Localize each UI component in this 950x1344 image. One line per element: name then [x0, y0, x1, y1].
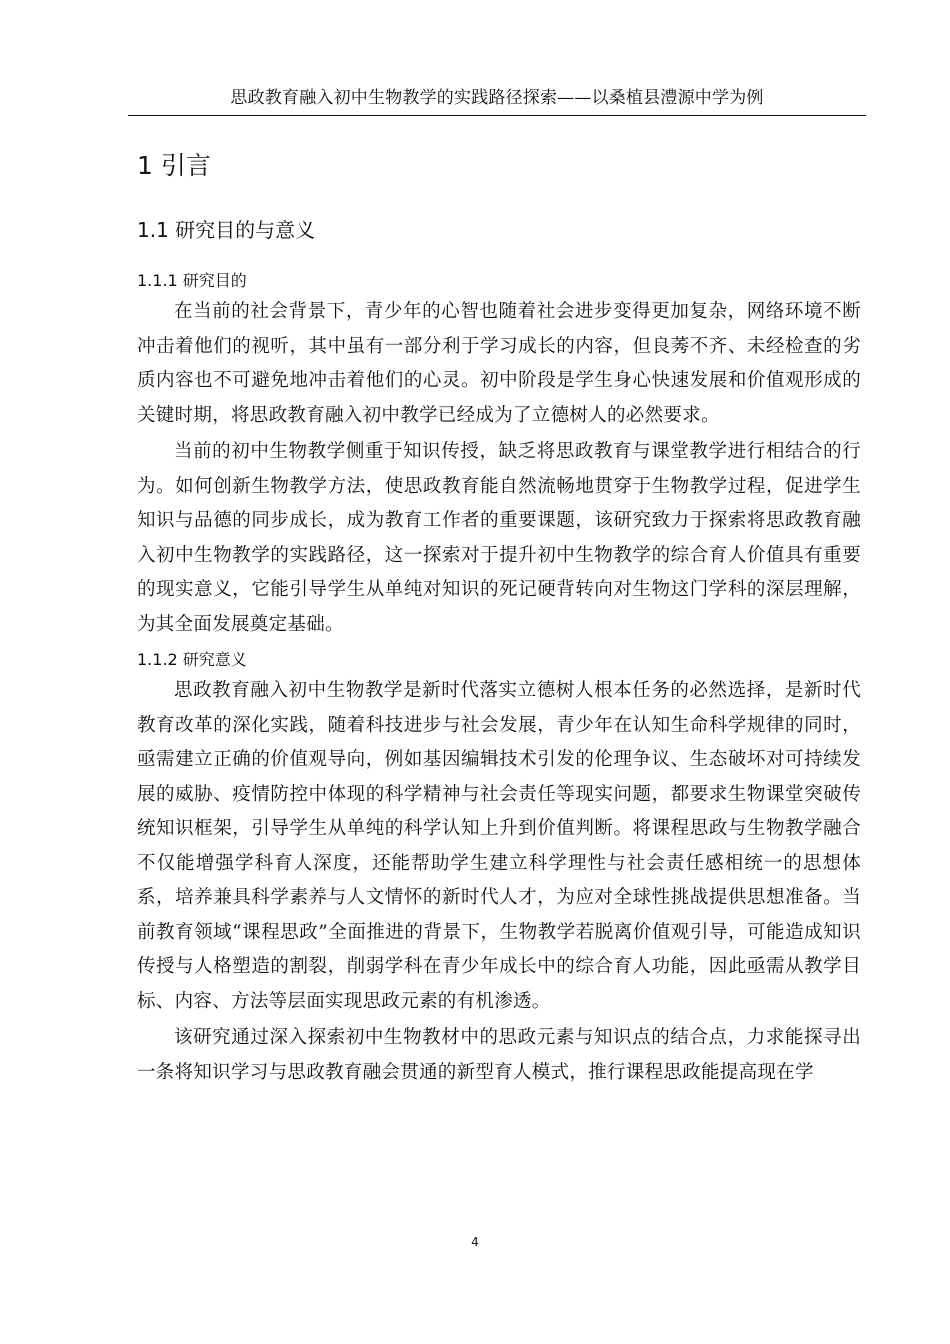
paragraph: 在当前的社会背景下，青少年的心智也随着社会进步变得更加复杂，网络环境不断冲击着他们的视听，其中虽有一部分利于学习成长的内容，但良莠不齐、未经检查的劣质内容也不可避免地冲击着他们的心灵。初中阶段是学生身心快速发展和价值观形成的关键时期，将思政教育融入初中教学已经成为了立德树人的必然要求。 — [137, 301, 861, 426]
paragraph: 思政教育融入初中生物教学是新时代落实立德树人根本任务的必然选择，是新时代教育改革的深化实践，随着科技进步与社会发展，青少年在认知生命科学规律的同时，亟需建立正确的价值观导向，例如基因编辑技术引发的伦理争议、生态破坏对可持续发展的威胁、疫情防控中体现的科学精神与社会责任等现实问题，都要求生物课堂突破传统知识框架，引导学生从单纯的科学认知上升到价值判断。将课程思政与生物教学融合不仅能增强学科育人深度，还能帮助学生建立科学理性与社会责任感相统一的思想体系，培养兼具科学素养与人文情怀的新时代人才，为应对全球性挑战提供思想准备。当前教育领域“课程思政”全面推进的背景下，生物教学若脱离价值观引导，可能造成知识传授与人格塑造的割裂，削弱学科在青少年成长中的综合育人功能，因此亟需从教学目标、内容、方法等层面实现思政元素的有机渗透。 — [137, 680, 861, 1012]
paragraph: 该研究通过深入探索初中生物教材中的思政元素与知识点的结合点，力求能探寻出一条将知识学习与思政教育融会贯通的新型育人模式，推行课程思政能提高现在学 — [137, 1027, 861, 1083]
page-content — [137, 140, 861, 1090]
subsubsection-heading-significance: 1.1.2 研究意义 — [137, 650, 247, 669]
subsubsection-heading-purpose: 1.1.1 研究目的 — [137, 271, 247, 290]
subsection-heading: 1.1 研究目的与意义 — [137, 218, 316, 242]
section-heading: 1 引言 — [137, 151, 211, 180]
page-number: 4 — [471, 1235, 479, 1249]
running-header: 思政教育融入初中生物教学的实践路径探索——以桑植县澧源中学为例 — [128, 86, 866, 116]
paragraph: 当前的初中生物教学侧重于知识传授，缺乏将思政教育与课堂教学进行相结合的行为。如何创新生物教学方法，使思政教育能自然流畅地贯穿于生物教学过程，促进学生知识与品德的同步成长，成为教育工作者的重要课题，该研究致力于探索将思政教育融入初中生物教学的实践路径，这一探索对于提升初中生物教学的综合育人价值具有重要的现实意义，它能引导学生从单纯对知识的死记硬背转向对生物这门学科的深层理解，为其全面发展奠定基础。 — [137, 441, 861, 635]
